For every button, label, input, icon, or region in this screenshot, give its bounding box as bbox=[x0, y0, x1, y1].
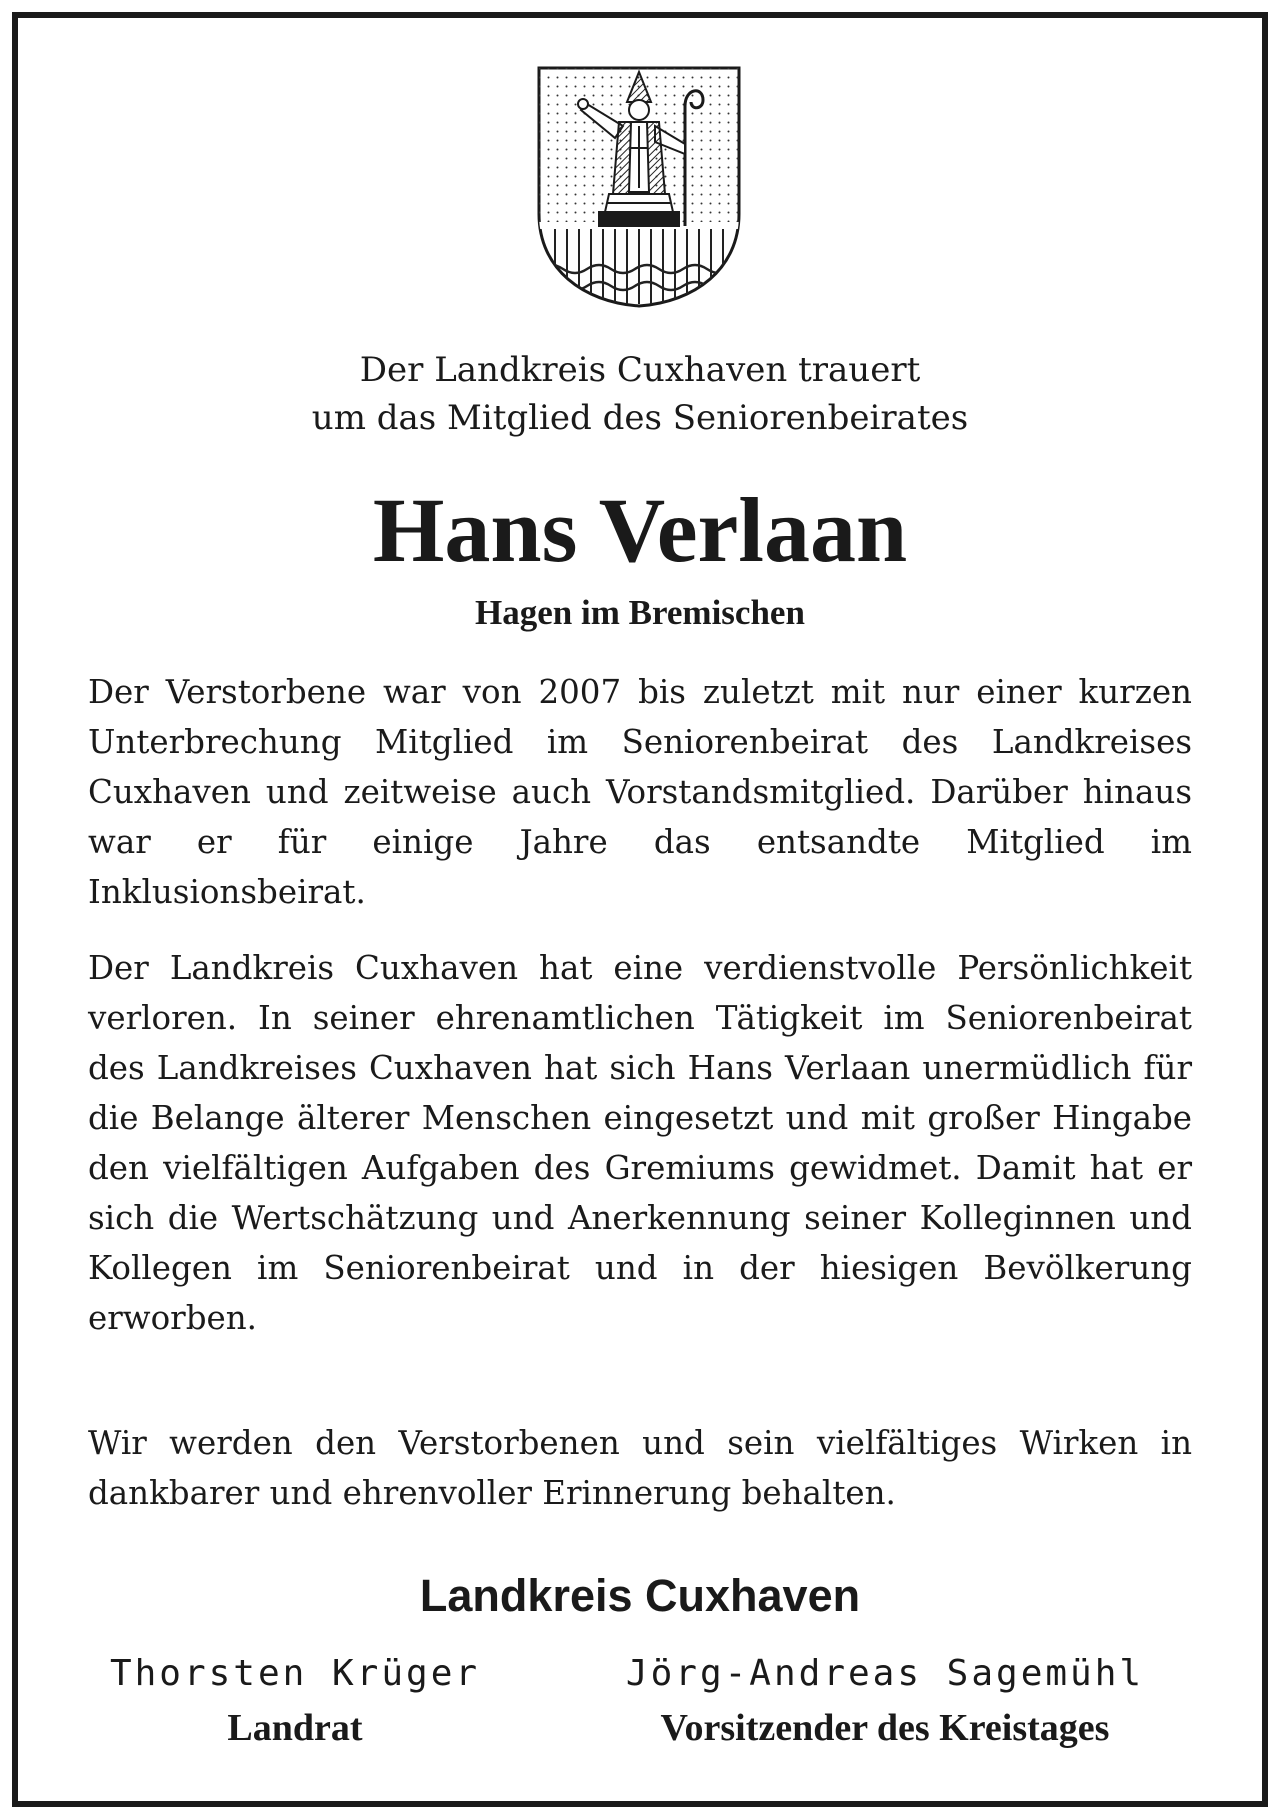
coat-of-arms-bishop-icon bbox=[535, 64, 743, 310]
signatory-name: Jörg-Andreas Sagemühl bbox=[625, 1653, 1145, 1694]
paragraph-2: Der Landkreis Cuxhaven hat eine verdienstvolle Persönlichkeit verloren. In seiner ehrenamtlichen Tätigkeit im Seniorenbeirat des Landkreises Cuxhaven hat sich Hans Verlaan unermüdlich für die Belange älterer Menschen eingesetzt und mit großer Hingabe den vielfältigen Aufgaben des Gremiums gewidmet. Damit hat er sich die Wertschätzung und Anerkennung seiner Kolleginnen und Kollegen im Seniorenbeirat und in der hiesigen Bevölkerung erworben. bbox=[88, 949, 1192, 1337]
signatory-title: Vorsitzender des Kreistages bbox=[660, 1707, 1110, 1749]
paragraph-1: Der Verstorbene war von 2007 bis zuletzt mit nur einer kurzen Unterbrechung Mitglied im Seniorenbeirat des Landkreises Cuxhaven und zeitweise auch Vorstandsmitglied. Darüber hinaus war er für einige Jahre das entsandte Mitglied im Inklusionsbeirat. bbox=[88, 673, 1192, 911]
signatory-title: Landrat bbox=[227, 1707, 363, 1749]
paragraph-3: Wir werden den Verstorbenen und sein vielfältiges Wirken in dankbarer und ehrenvoller Erinnerung behalten. bbox=[88, 1424, 1192, 1512]
intro-line-2: um das Mitglied des Seniorenbeirates bbox=[311, 398, 969, 438]
signatory-right bbox=[590, 1648, 1180, 1756]
deceased-place: Hagen im Bremischen bbox=[475, 593, 805, 632]
deceased-name: Hans Verlaan bbox=[372, 479, 908, 581]
signatory-name: Thorsten Krüger bbox=[109, 1653, 481, 1694]
intro-line-1: Der Landkreis Cuxhaven trauert bbox=[359, 350, 921, 390]
organization-name: Landkreis Cuxhaven bbox=[419, 1570, 861, 1621]
signatory-left bbox=[90, 1648, 500, 1756]
intro-text bbox=[100, 346, 1180, 442]
